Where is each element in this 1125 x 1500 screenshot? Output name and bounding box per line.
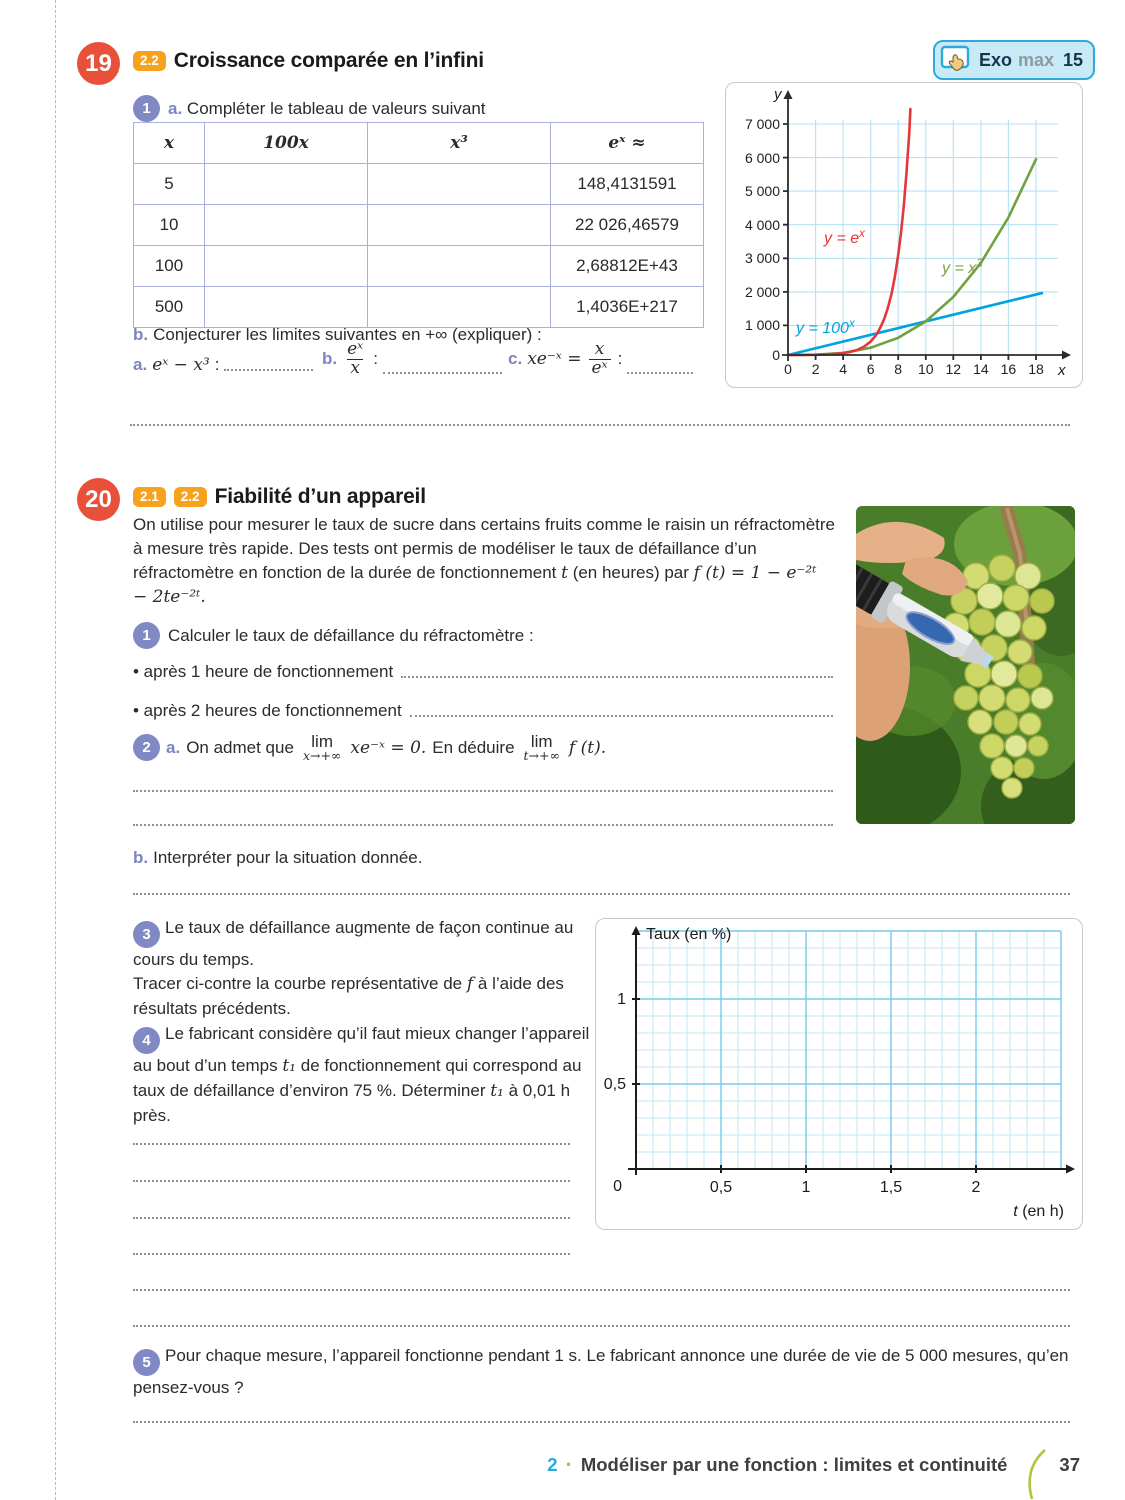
y-tick-labels — [604, 991, 626, 1093]
exercise-20-title: Fiabilité d’un appareil — [214, 485, 426, 508]
expression: xe⁻ˣ = — [527, 349, 582, 370]
answer-line — [627, 372, 693, 374]
svg-text:5 000: 5 000 — [744, 183, 780, 199]
svg-text:0: 0 — [772, 347, 780, 363]
ex20-question-2a — [133, 733, 606, 763]
table-row: 5 148,4131591 — [134, 164, 704, 205]
svg-text:16: 16 — [1000, 361, 1017, 377]
svg-text:12: 12 — [945, 361, 962, 377]
chart-axes — [628, 935, 1066, 1175]
svg-text:2 000: 2 000 — [744, 284, 780, 300]
variable-t1: t₁ — [490, 1080, 504, 1101]
expression: f (t). — [568, 737, 607, 758]
limit-notation: lim x→+∞ — [302, 732, 342, 763]
letter-a: a. — [168, 98, 183, 118]
step-1-badge: 1 — [133, 622, 160, 649]
ex20-question-3 — [133, 916, 595, 1020]
letter-b: b. — [133, 848, 149, 867]
svg-text:3 000: 3 000 — [744, 250, 780, 266]
letter-b: b. — [133, 325, 149, 344]
question-text: Compléter le tableau de valeurs suivant — [186, 98, 486, 118]
answer-line — [133, 1421, 1070, 1423]
svg-text:7 000: 7 000 — [744, 116, 780, 132]
question-text: à 0,01 h près. — [133, 1080, 571, 1125]
question-text: Le taux de défaillance augmente de façon continue au cours du temps. — [133, 918, 574, 969]
col-x3: x³ — [368, 123, 551, 164]
answer-line — [133, 893, 1070, 895]
ex20-question-4 — [133, 1022, 595, 1127]
question-text: Le fabricant considère qu’il faut mieux changer l’appareil au bout d’un temps — [133, 1024, 590, 1075]
limit-notation: lim t→+∞ — [523, 732, 560, 763]
svg-text:0,5: 0,5 — [603, 1076, 626, 1093]
bullet-after-1h — [133, 662, 833, 682]
answer-line — [224, 369, 313, 371]
exercise-19-badge: 19 — [77, 42, 120, 85]
col-x: x — [134, 123, 205, 164]
svg-text:10: 10 — [918, 361, 934, 377]
y-axis-label: y — [774, 86, 782, 103]
letter-c: c. — [508, 349, 523, 369]
x-axis-label: t (en h) — [1013, 1203, 1064, 1220]
svg-text:2: 2 — [811, 361, 820, 377]
limit-b — [322, 341, 502, 378]
origin-label: 0 — [613, 1178, 622, 1195]
refractometer-grapes-photo — [856, 506, 1075, 824]
label-linear: $y = 100^x$ — [796, 318, 855, 337]
question-text: de fonctionnement qui correspond au taux de défaillance d’environ 75 %. Déterminer — [133, 1056, 582, 1100]
y-axis-arrow — [784, 90, 793, 99]
y-tick-labels — [745, 116, 780, 363]
col-ex: eˣ ≈ — [551, 123, 704, 164]
limit-a — [133, 355, 313, 375]
y-axis-label: Taux (en %) — [646, 926, 732, 943]
svg-text:1,5: 1,5 — [879, 1179, 903, 1196]
bullet-text: • après 2 heures de fonctionnement — [133, 701, 402, 720]
answer-line — [133, 1143, 570, 1145]
answer-line — [133, 1325, 1070, 1327]
bullet-text: • après 1 heure de fonctionnement — [133, 662, 394, 681]
expression: xe⁻ˣ = 0. — [350, 737, 427, 758]
failure-rate-formula: f (t) = 1 − e⁻²ᵗ − 2te⁻²ᵗ. — [133, 562, 817, 608]
svg-text:2: 2 — [971, 1179, 981, 1196]
expression: eˣ − x³ — [152, 355, 210, 375]
ex20-question-1 — [133, 622, 534, 649]
svg-text:14: 14 — [973, 361, 989, 377]
table-row: 10 22 026,46579 — [134, 205, 704, 246]
colon: : — [373, 349, 378, 369]
svg-text:0: 0 — [784, 361, 792, 377]
ex19-question-1 — [133, 95, 486, 122]
step-3-badge: 3 — [133, 921, 160, 948]
question-text: Tracer ci-contre la courbe représentative de — [133, 973, 463, 993]
question-text: Interpréter pour la situation donnée. — [153, 848, 423, 867]
intro-text: (en heures) par — [572, 562, 689, 582]
step-5-badge: 5 — [133, 1349, 160, 1376]
table-header-row — [134, 123, 704, 164]
exercise-20-badge: 20 — [77, 478, 120, 521]
step-2-badge: 2 — [133, 734, 160, 761]
exomax-number: 15 — [1063, 49, 1084, 70]
answer-line — [133, 824, 833, 826]
letter-a: a. — [133, 355, 148, 374]
skill-tag: 2.1 — [133, 487, 166, 508]
intro-text: On utilise pour mesurer le taux de sucre dans certains fruits comme le raisin un réfractomètre à mesure très rapide. Des tests ont permis de modéliser le taux de défaillance d’un réfractomètre en fonction de la durée de fonctionnement — [133, 515, 836, 582]
exercise-19-header — [133, 49, 484, 73]
tablet-hand-icon — [939, 45, 973, 75]
svg-text:0,5: 0,5 — [709, 1179, 733, 1196]
values-table — [133, 122, 704, 328]
minor-grid — [636, 931, 1061, 1169]
step-4-badge: 4 — [133, 1027, 160, 1054]
skill-tag: 2.2 — [133, 51, 166, 72]
svg-text:1: 1 — [617, 991, 626, 1008]
ex20-question-5 — [133, 1344, 1078, 1400]
svg-text:8: 8 — [894, 361, 903, 377]
answer-line — [401, 676, 833, 678]
page-cut-dashed-line — [55, 0, 56, 1500]
question-text: Pour chaque mesure, l’appareil fonctionne pendant 1 s. Le fabricant annonce une durée de vie de 5 000 mesures, qu’en pensez-vous ? — [133, 1346, 1069, 1397]
page-corner-arc — [1021, 1448, 1047, 1500]
growth-comparison-chart — [725, 82, 1083, 388]
function-f: f — [466, 973, 474, 994]
question-text: On admet que — [186, 737, 294, 757]
answer-line — [133, 1217, 570, 1219]
svg-text:6: 6 — [866, 361, 875, 377]
answer-line — [133, 1253, 570, 1255]
fraction: $\frac{x}{\text{eˣ}}$ — [589, 341, 611, 378]
question-text: Conjecturer les limites suivantes en +∞ (expliquer) : — [153, 325, 542, 344]
bullet-after-2h — [133, 701, 833, 721]
colon: : — [617, 349, 623, 369]
chapter-title: Modéliser par une fonction : limites et continuité — [580, 1454, 1008, 1475]
exomax-label-bold: Exo — [979, 49, 1013, 70]
section-separator — [130, 424, 1070, 426]
skill-tag: 2.2 — [174, 487, 207, 508]
label-cubic: $y = x^3$ — [942, 258, 983, 277]
answer-line — [410, 715, 833, 717]
answer-line — [383, 372, 502, 374]
x-tick-labels — [710, 1179, 981, 1196]
limit-c — [508, 341, 693, 378]
question-text: Calculer le taux de défaillance du réfractomètre : — [168, 625, 534, 645]
exercise-19-title: Croissance comparée en l’infini — [173, 49, 484, 72]
x-axis-arrow — [1062, 351, 1071, 360]
chapter-number: 2 — [547, 1454, 558, 1475]
letter-b: b. — [322, 349, 338, 369]
x-tick-labels — [784, 361, 1044, 377]
svg-text:6 000: 6 000 — [744, 150, 780, 166]
label-exponential: $y = e^x$ — [824, 228, 865, 247]
step-1-badge: 1 — [133, 95, 160, 122]
page-footer: 2 · Modéliser par une fonction : limites et continuité 37 — [380, 1448, 1080, 1482]
svg-text:1: 1 — [801, 1179, 811, 1196]
svg-text:1 000: 1 000 — [744, 317, 780, 333]
svg-text:18: 18 — [1028, 361, 1044, 377]
exomax-button[interactable] — [933, 40, 1095, 80]
colon: : — [214, 355, 220, 374]
fraction: $\frac{\text{eˣ}}{x}$ — [347, 339, 364, 378]
failure-rate-grid-chart — [595, 918, 1083, 1230]
exercise-20-intro — [133, 513, 835, 610]
answer-line — [133, 1180, 570, 1182]
table-row: 100 2,68812E+43 — [134, 246, 704, 287]
col-100x: 100x — [205, 123, 368, 164]
question-text: à l’aide des résultats précédents. — [133, 973, 564, 1018]
answer-line — [133, 1289, 1070, 1291]
answer-line — [133, 790, 833, 792]
variable-t: t — [561, 562, 568, 583]
question-text: En déduire — [432, 737, 515, 757]
table-row: 500 1,4036E+217 — [134, 287, 704, 328]
exomax-label-light: max — [1018, 49, 1055, 70]
ex20-question-2b — [133, 848, 422, 868]
svg-text:4: 4 — [839, 361, 847, 377]
x-axis-arrow — [1066, 1165, 1075, 1174]
svg-text:4 000: 4 000 — [744, 217, 780, 233]
variable-t1: t₁ — [282, 1056, 296, 1076]
x-axis-label: x — [1058, 362, 1066, 379]
exercise-20-header — [133, 485, 426, 509]
letter-a: a. — [166, 737, 181, 757]
page-number: 37 — [1059, 1454, 1080, 1475]
